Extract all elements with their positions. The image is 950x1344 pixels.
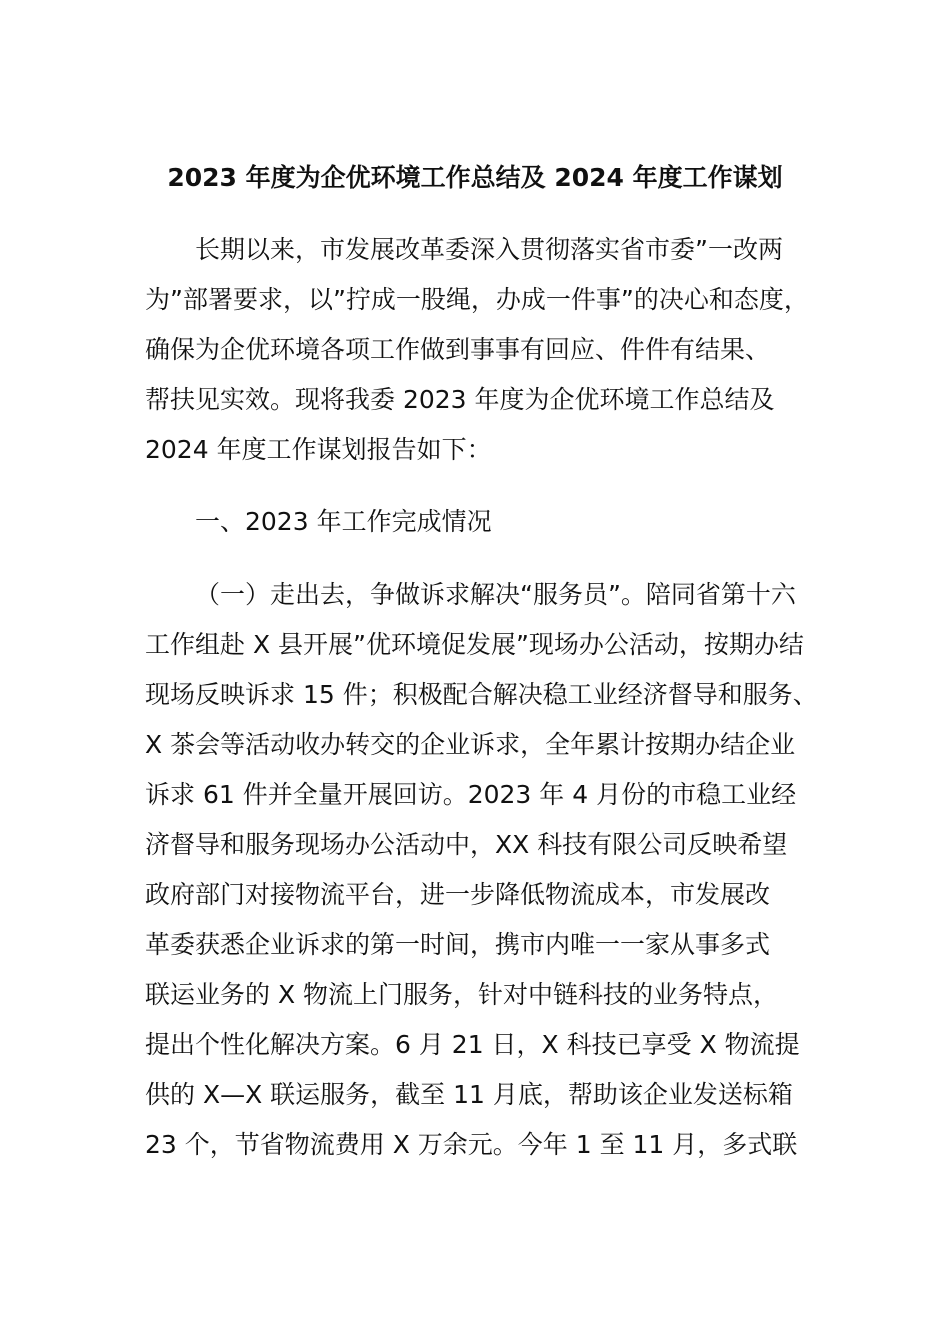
body-line: 23 个，节省物流费用 X 万余元。今年 1 至 11 月，多式联 <box>145 1130 798 1159</box>
body-line: 政府部门对接物流平台，进一步降低物流成本，市发展改 <box>145 880 771 909</box>
intro-line: 为”部署要求，以”拧成一股绳，办成一件事”的决心和态度， <box>145 285 809 314</box>
body-line: 供的 X—X 联运服务，截至 11 月底，帮助该企业发送标箱 <box>145 1080 793 1109</box>
body-line: 联运业务的 X 物流上门服务，针对中链科技的业务特点， <box>145 980 779 1009</box>
section-heading: 一、2023 年工作完成情况 <box>195 507 492 536</box>
body-line: 济督导和服务现场办公活动中，XX 科技有限公司反映希望 <box>145 830 788 859</box>
intro-line: 长期以来，市发展改革委深入贯彻落实省市委”一改两 <box>195 235 783 264</box>
body-line: X 茶会等活动收办转交的企业诉求，全年累计按期办结企业 <box>145 730 796 759</box>
intro-line: 2024 年度工作谋划报告如下： <box>145 435 492 464</box>
intro-line: 帮扶见实效。现将我委 2023 年度为企优环境工作总结及 <box>145 385 775 414</box>
body-line: 诉求 61 件并全量开展回访。2023 年 4 月份的市稳工业经 <box>145 780 797 809</box>
body-line: 革委获悉企业诉求的第一时间，携市内唯一一家从事多式 <box>145 930 771 959</box>
intro-line: 确保为企优环境各项工作做到事事有回应、件件有结果、 <box>145 335 771 364</box>
body-line: 现场反映诉求 15 件；积极配合解决稳工业经济督导和服务、 <box>145 680 818 709</box>
body-line: （一）走出去，争做诉求解决“服务员”。陪同省第十六 <box>195 580 796 609</box>
body-line: 提出个性化解决方案。6 月 21 日，X 科技已享受 X 物流提 <box>145 1030 800 1059</box>
document-title: 2023 年度为企优环境工作总结及 2024 年度工作谋划 <box>167 163 783 192</box>
body-line: 工作组赴 X 县开展”优环境促发展”现场办公活动，按期办结 <box>145 630 804 659</box>
